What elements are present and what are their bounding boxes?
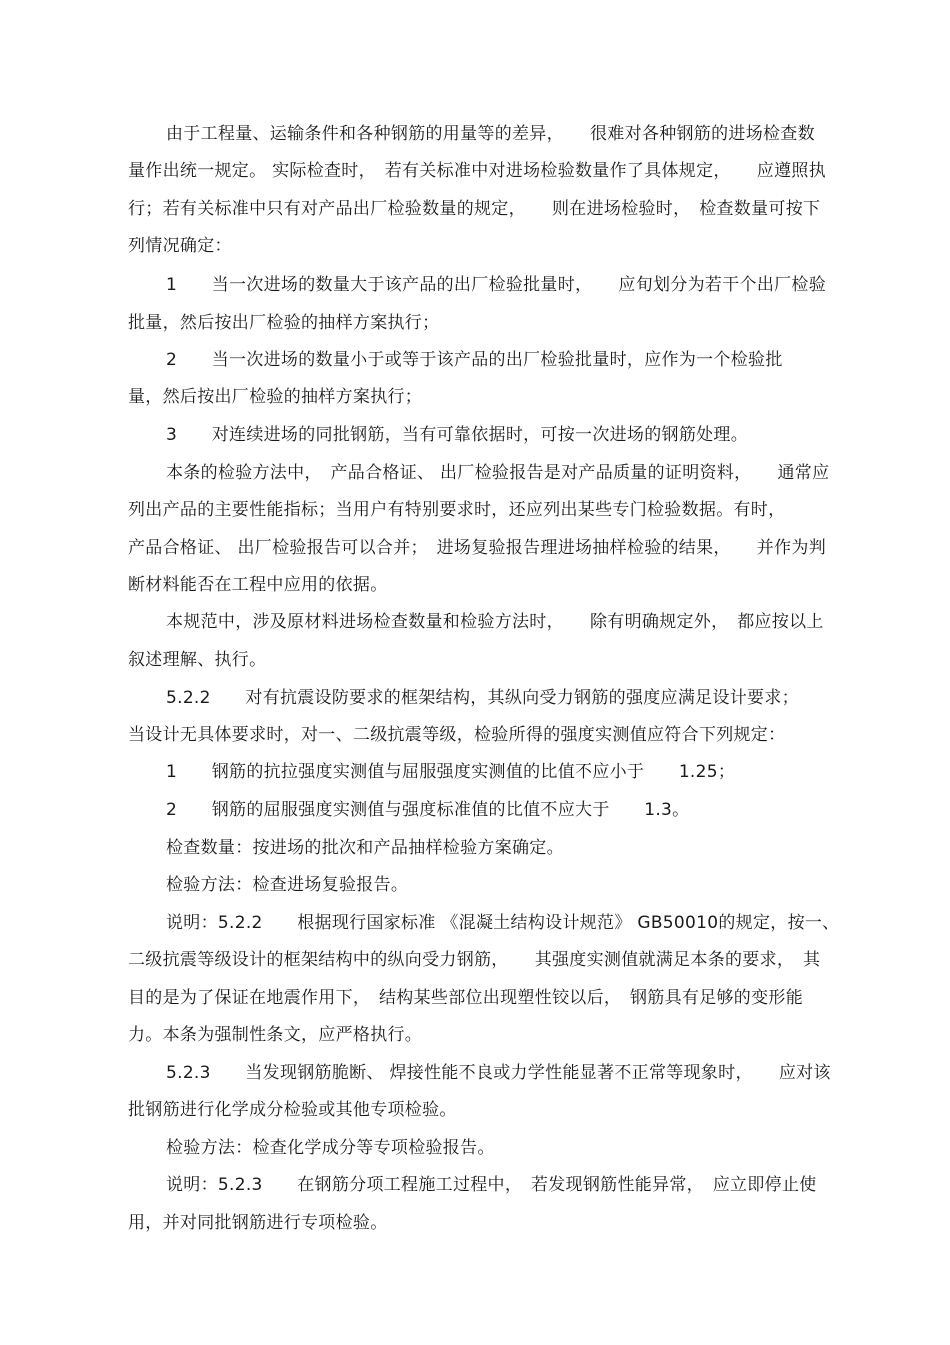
paragraph-line-3: 行；若有关标准中只有对产品出厂检验数量的规定， 则在进场检验时， 检查数量可按下 xyxy=(128,199,821,219)
note-5-2-2-line-3: 目的是为了保证在地震作用下， 结构某些部位出现塑性铰以后， 钢筋具有足够的变形能 xyxy=(128,988,803,1008)
list-item-1-line-2: 批量，然后按出厂检验的抽样方案执行； xyxy=(128,313,440,333)
paragraph-line-4: 列情况确定： xyxy=(128,236,232,256)
paragraph-line-5: 本条的检验方法中， 产品合格证、 出厂检验报告是对产品质量的证明资料， 通常应 xyxy=(166,463,830,483)
paragraph-line-7: 产品合格证、 出厂检验报告可以合并； 进场复验报告理进场抽样检验的结果， 并作为判 xyxy=(128,538,827,558)
paragraph-line-8: 断材料能否在工程中应用的依据。 xyxy=(128,575,388,595)
list-item-2-line-2: 量，然后按出厂检验的抽样方案执行； xyxy=(128,387,423,407)
clause-5-2-2-item-2: 2 钢筋的屈服强度实测值与强度标准值的比值不应大于 1.3。 xyxy=(166,800,690,820)
clause-5-2-3-line-2: 批钢筋进行化学成分检验或其他专项检验。 xyxy=(128,1100,457,1120)
inspection-method-2: 检验方法：检查化学成分等专项检验报告。 xyxy=(166,1138,495,1158)
list-item-3: 3 对连续进场的同批钢筋，当有可靠依据时，可按一次进场的钢筋处理。 xyxy=(166,425,749,445)
note-5-2-2-line-4: 力。本条为强制性条文，应严格执行。 xyxy=(128,1025,423,1045)
note-5-2-3-line-2: 用，并对同批钢筋进行专项检验。 xyxy=(128,1213,388,1233)
inspection-method-1: 检验方法：检查进场复验报告。 xyxy=(166,875,409,895)
paragraph-line-2: 量作出统一规定。 实际检查时， 若有关标准中对进场检验数量作了具体规定， 应遵照执 xyxy=(128,161,827,181)
list-item-1-line-1: 1 当一次进场的数量大于该产品的出厂检验批量时， 应旬划分为若干个出厂检验 xyxy=(166,275,827,295)
paragraph-line-1: 由于工程量、运输条件和各种钢筋的用量等的差异， 很难对各种钢筋的进场检查数 xyxy=(166,124,815,144)
clause-5-2-3-line-1: 5.2.3 当发现钢筋脆断、 焊接性能不良或力学性能显著不正常等现象时， 应对该 xyxy=(166,1063,831,1083)
note-5-2-2-line-2: 二级抗震等级设计的框架结构中的纵向受力钢筋， 其强度实测值就满足本条的要求， 其 xyxy=(128,950,821,970)
paragraph-line-10: 叙述理解、执行。 xyxy=(128,650,267,670)
note-5-2-3-line-1: 说明：5.2.3 在钢筋分项工程施工过程中， 若发现钢筋性能异常， 应立即停止使 xyxy=(166,1175,817,1195)
paragraph-line-9: 本规范中，涉及原材料进场检查数量和检验方法时， 除有明确规定外， 都应按以上 xyxy=(166,612,824,632)
inspection-quantity: 检查数量：按进场的批次和产品抽样检验方案确定。 xyxy=(166,838,564,858)
list-item-2-line-1: 2 当一次进场的数量小于或等于该产品的出厂检验批量时，应作为一个检验批 xyxy=(166,350,783,370)
clause-5-2-2-line-1: 5.2.2 对有抗震设防要求的框架结构，其纵向受力钢筋的强度应满足设计要求； xyxy=(166,688,799,708)
clause-5-2-2-line-2: 当设计无具体要求时，对一、二级抗震等级，检验所得的强度实测值应符合下列规定： xyxy=(128,725,786,745)
note-5-2-2-line-1: 说明：5.2.2 根据现行国家标准 《混凝土结构设计规范》 GB50010的规定，按一、 xyxy=(166,913,840,933)
clause-5-2-2-item-1: 1 钢筋的抗拉强度实测值与屈服强度实测值的比值不应小于 1.25； xyxy=(166,762,736,782)
paragraph-line-6: 列出产品的主要性能指标；当用户有特别要求时，还应列出某些专门检验数据。有时， xyxy=(128,500,786,520)
